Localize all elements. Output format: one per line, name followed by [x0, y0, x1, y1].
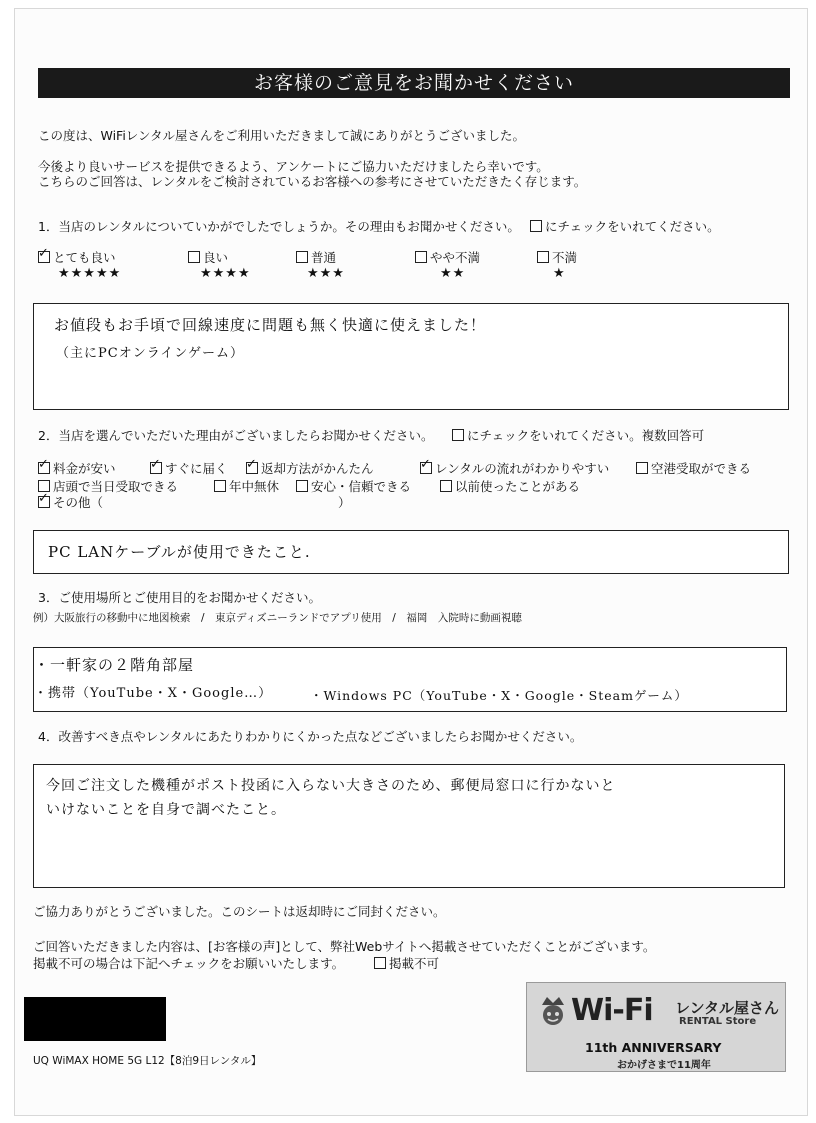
- q3-answer-line-2a: ・携帯（YouTube・X・Google…）: [34, 686, 273, 701]
- checkbox-easy-return[interactable]: [246, 462, 258, 474]
- no-publish-option[interactable]: 掲載不可: [374, 956, 439, 972]
- logo-rental-text: レンタル屋さん: [675, 999, 780, 1017]
- q1-answer-line-2: （主にPCオンラインゲーム）: [56, 346, 245, 361]
- q4-answer-box[interactable]: [33, 764, 785, 888]
- q2-option-store-pickup[interactable]: 店頭で当日受取できる: [38, 479, 178, 495]
- stars-bad: ★: [553, 266, 566, 281]
- q1-option-very-good[interactable]: ✓とても良い: [38, 250, 116, 266]
- q4-answer-line-1: 今回ご注文した機種がポスト投函に入らない大きさのため、郵便局窓口に行かないと: [46, 778, 616, 794]
- page-title: お客様のご意見をお聞かせください: [38, 68, 790, 98]
- q2-option-fast-delivery[interactable]: ✓ すぐに届く: [150, 461, 228, 477]
- q2-option-used-before[interactable]: 以前使ったことがある: [440, 479, 580, 495]
- checkbox-clear-flow[interactable]: [420, 462, 432, 474]
- checkbox-bad[interactable]: [537, 251, 549, 263]
- q2-option-easy-return[interactable]: ✓ 返却方法がかんたん: [246, 461, 374, 477]
- q2-question: 2．当店を選んでいただいた理由がございましたらお聞かせください。: [38, 428, 434, 443]
- q2-answer: PC LANケーブルが使用できたこと.: [48, 543, 311, 561]
- q1-answer-line-1: お値段もお手頃で回線速度に問題も無く快適に使えました！: [54, 316, 487, 334]
- logo-anniversary: 11th ANNIVERSARY: [585, 1040, 722, 1055]
- q2-option-trust[interactable]: 安心・信頼できる: [296, 479, 411, 495]
- product-info: UQ WiMAX HOME 5G L12【8泊9日レンタル】: [33, 1055, 262, 1067]
- q1-question: 1．当店のレンタルについていかがでしたでしょうか。その理由もお聞かせください。: [38, 219, 520, 234]
- q3-question: 3．ご使用場所とご使用目的をお聞かせください。: [38, 590, 321, 605]
- q1-option-bad[interactable]: 不満: [537, 250, 577, 266]
- q2-option-cheap[interactable]: ✓料金が安い: [38, 461, 116, 477]
- closing-text: ご協力ありがとうございました。このシートは返却時にご同封ください。: [33, 904, 446, 919]
- checkbox-open-all-year[interactable]: [214, 480, 226, 492]
- redacted-name-block: [24, 997, 166, 1041]
- checkbox-used-before[interactable]: [440, 480, 452, 492]
- checkbox-somewhat-bad[interactable]: [415, 251, 427, 263]
- checkbox-other[interactable]: [38, 496, 50, 508]
- intro-line-2: 今後より良いサービスを提供できるよう、アンケートにご協力いただけましたら幸いです。: [38, 159, 549, 174]
- q4-answer-line-2: いけないことを自身で調べたこと。: [46, 802, 286, 818]
- logo-thanks: おかげさまで11周年: [617, 1060, 711, 1071]
- checkbox-good[interactable]: [188, 251, 200, 263]
- crown-mascot-icon: [539, 993, 567, 1027]
- q1-answer-box[interactable]: [33, 303, 789, 410]
- brand-logo: [526, 982, 786, 1072]
- checkbox-fast-delivery[interactable]: [150, 462, 162, 474]
- intro-line-1: この度は、WiFiレンタル屋さんをご利用いただきまして誠にありがとうございました。: [38, 128, 526, 143]
- checkbox-very-good[interactable]: [38, 251, 50, 263]
- sample-checkbox: [530, 220, 542, 232]
- consent-line-1: ご回答いただきました内容は、[お客様の声]として、弊社Webサイトへ掲載させていただくことがございます。: [33, 939, 656, 954]
- q3-example: 例）大阪旅行の移動中に地図検索 / 東京ディズニーランドでアプリ使用 / 福岡 入院時に動画視聴: [33, 612, 522, 624]
- stars-somewhat-bad: ★★: [440, 266, 466, 281]
- checkbox-normal[interactable]: [296, 251, 308, 263]
- q2-instruction: にチェックをいれてください。複数回答可: [452, 428, 704, 444]
- checkbox-cheap[interactable]: [38, 462, 50, 474]
- q1-option-somewhat-bad[interactable]: やや不満: [415, 250, 480, 266]
- q2-option-airport[interactable]: 空港受取ができる: [636, 461, 751, 477]
- checkbox-airport[interactable]: [636, 462, 648, 474]
- q3-answer-line-1: ・一軒家の２階角部屋: [34, 656, 195, 674]
- q3-answer-box[interactable]: [33, 647, 787, 712]
- q1-option-good[interactable]: 良い: [188, 250, 228, 266]
- logo-store-text: RENTAL Store: [679, 1016, 757, 1027]
- consent-line-2: 掲載不可の場合は下記へチェックをお願いいたします。: [33, 956, 345, 971]
- intro-line-3: こちらのご回答は、レンタルをご検討されているお客様への参考にさせていただきたく存じます。: [38, 174, 587, 189]
- q2-option-other[interactable]: ✓その他（: [38, 495, 103, 511]
- stars-good: ★★★★: [200, 266, 251, 281]
- q1-instruction: にチェックをいれてください。: [530, 219, 720, 235]
- logo-wifi-text: Wi-Fi: [571, 993, 653, 1028]
- q1-option-normal[interactable]: 普通: [296, 250, 336, 266]
- q2-option-clear-flow[interactable]: ✓ レンタルの流れがわかりやすい: [420, 461, 609, 477]
- stars-very-good: ★★★★★: [58, 266, 122, 281]
- stars-normal: ★★★: [307, 266, 345, 281]
- q4-question: 4．改善すべき点やレンタルにあたりわかりにくかった点などございましたらお聞かせください。: [38, 729, 583, 744]
- q3-answer-line-2b: ・Windows PC（YouTube・X・Google・Steamゲーム）: [310, 688, 688, 703]
- q2-answer-box[interactable]: [33, 530, 789, 574]
- q2-option-open-all-year[interactable]: 年中無休: [214, 479, 279, 495]
- checkbox-no-publish[interactable]: [374, 957, 386, 969]
- q2-other-close: ）: [338, 495, 351, 510]
- checkbox-trust[interactable]: [296, 480, 308, 492]
- sample-checkbox-q2: [452, 429, 464, 441]
